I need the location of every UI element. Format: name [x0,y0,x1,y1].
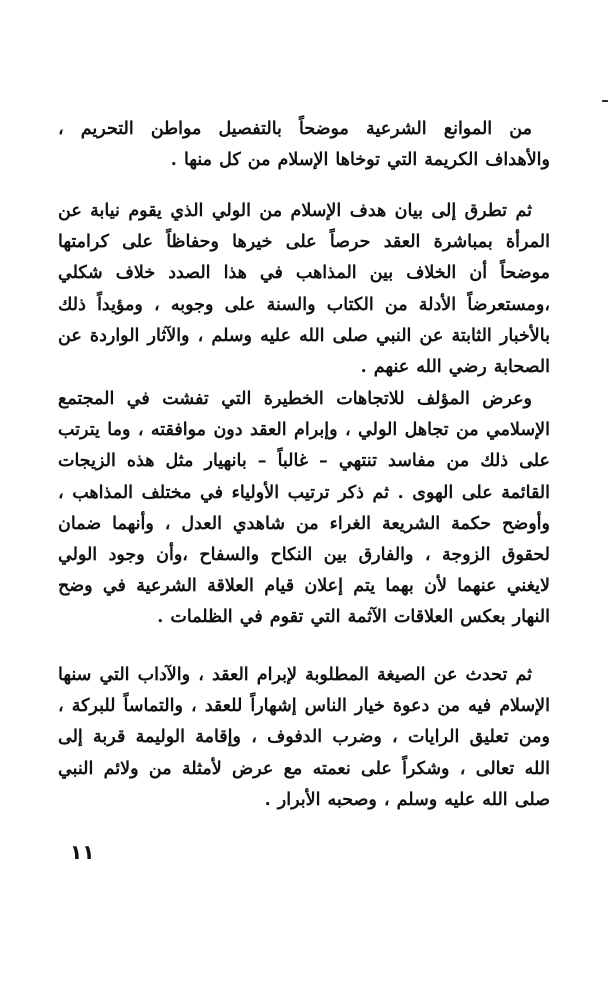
page-number: ١١ [70,840,95,864]
paragraph-4 [58,660,550,816]
paragraph-1 [58,114,550,176]
paragraph-2 [58,196,550,383]
paragraph-text: ثم تحدث عن الصيغة المطلوبة لإبرام العقد ، والآداب التي سنها الإسلام فيه من دعوة خيار الناس إشهاراً للعقد ، والتماساً للبركة ، ومن تعليق الرايات ، وضرب الدفوف ، وإقامة الوليمة قربة إلى الله تعالى ، وشكراً على نعمته مع عرض لأمثلة من ولائم النبي صلى الله عليه وسلم ، وصحبه الأبرار . [58,665,550,810]
paragraph-text: ثم تطرق إلى بيان هدف الإسلام من الولي الذي يقوم نيابة عن المرأة بمباشرة العقد حرصاً على خيرها وحفاظاً على كرامتها موضحاً أن الخلاف بين المذاهب في هذا الصدد خلاف شكلي ،ومستعرضاً الأدلة من الكتاب والسنة على وجوبه ، ومؤيداً ذلك بالأخبار الثابتة عن النبي صلى الله عليه وسلم ، والآثار الواردة عن الصحابة رضي الله عنهم . [58,201,550,378]
page-edge-mark [602,100,608,102]
paragraph-3 [58,384,550,634]
paragraph-text: من الموانع الشرعية موضحاً بالتفصيل مواطن التحريم ، والأهداف الكريمة التي توخاها الإسلام من كل منها . [58,119,550,171]
paragraph-text: وعرض المؤلف للاتجاهات الخطيرة التي تفشت في المجتمع الإسلامي من تجاهل الولي ، وإبرام العقد دون موافقته ، وما يترتب على ذلك من مفاسد تنتهي – غالباً – بانهيار مثل هذه الزيجات القائمة على الهوى . ثم ذكر ترتيب الأولياء في مختلف المذاهب ، وأوضح حكمة الشريعة الغراء من شاهدي العدل ، وأنهما ضمان لحقوق الزوجة ، والفارق بين النكاح والسفاح ،وأن وجود الولي لايغني عنهما لأن بهما يتم إعلان قيام العلاقة الشرعية في وضح النهار بعكس العلاقات الآثمة التي تقوم في الظلمات . [58,389,550,628]
